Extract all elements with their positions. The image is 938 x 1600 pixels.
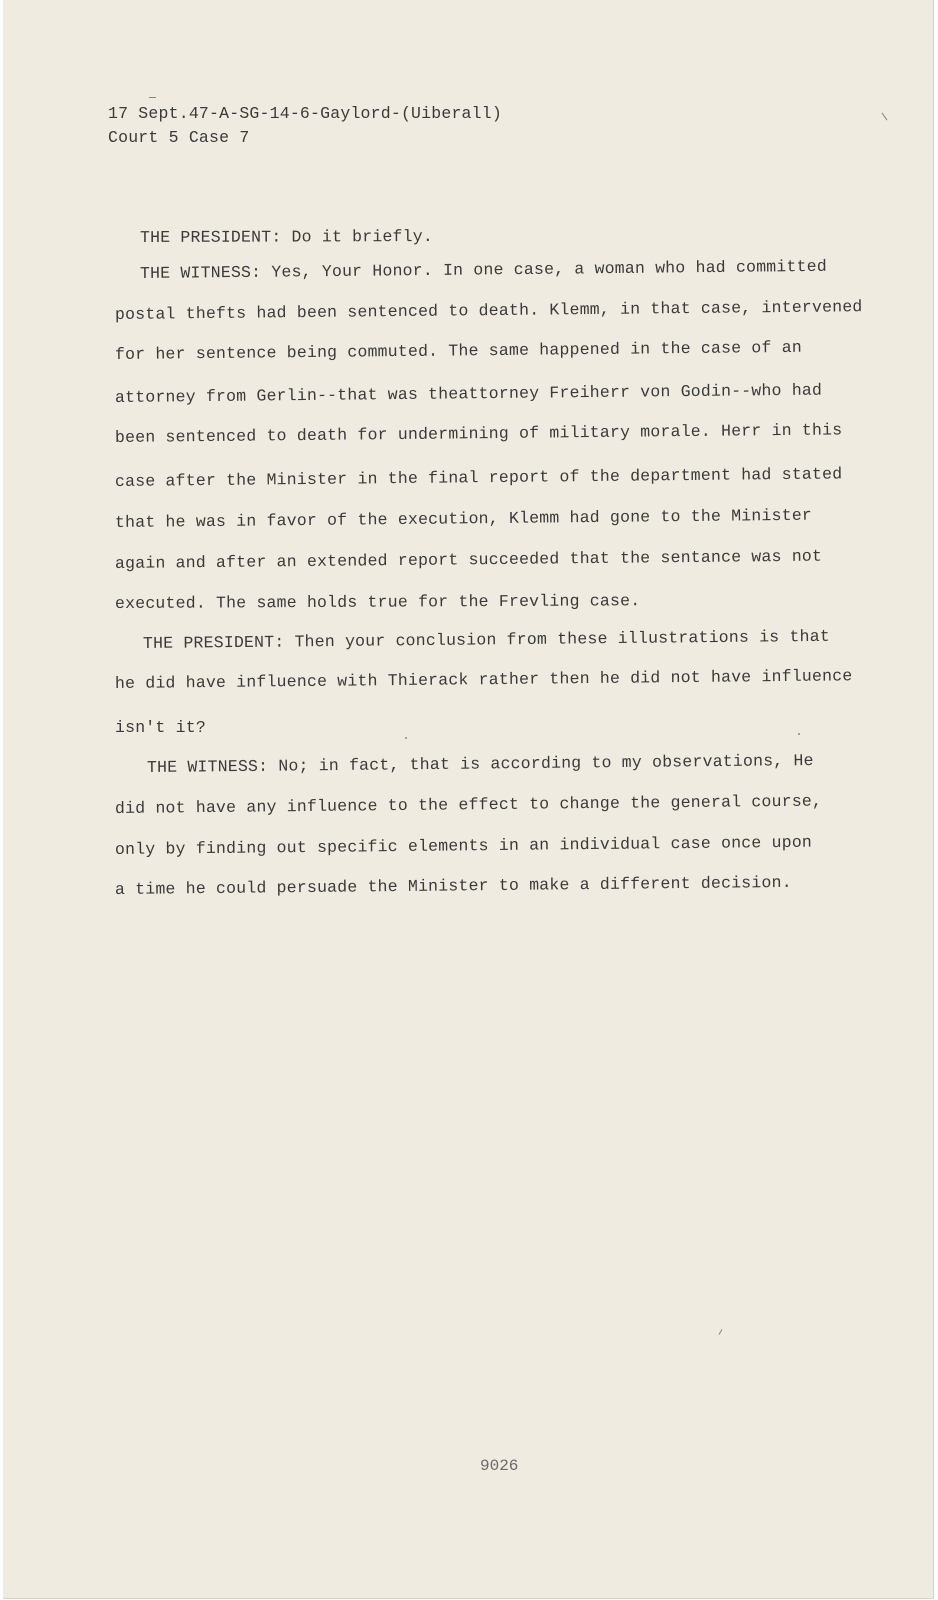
- transcript-line: again and after an extended report succeeded that the sentance was not: [114, 546, 823, 573]
- transcript-line: THE PRESIDENT: Then your conclusion from these illustrations is that: [142, 626, 830, 653]
- transcript-line: only by finding out specific elements in an individual case once upon: [114, 832, 813, 859]
- transcript-line: THE WITNESS: No; in fact, that is according to my observations, He: [146, 751, 814, 777]
- document-reference-line: 17 Sept.47-A-SG-14-6-Gaylord-(Uiberall): [108, 104, 502, 123]
- transcript-line: a time he could persuade the Minister to make a different decision.: [114, 872, 792, 899]
- transcript-line: THE PRESIDENT: Do it briefly.: [139, 226, 433, 247]
- transcript-line: postal thefts had been sentenced to death. Klemm, in that case, intervened: [114, 297, 863, 324]
- transcript-line: executed. The same holds true for the Frevling case.: [114, 591, 641, 613]
- scan-speck: [149, 97, 156, 98]
- transcript-line: for her sentence being commuted. The same happened in the case of an: [114, 337, 802, 364]
- transcript-line: isn't it?: [115, 718, 206, 737]
- scan-speck: [719, 1329, 723, 1335]
- transcript-line: he did have influence with Thierack rather then he did not have influence: [114, 666, 853, 693]
- transcript-line: did not have any influence to the effect to change the general course,: [114, 791, 823, 818]
- document-page: [3, 0, 934, 1599]
- scan-speck: [405, 737, 407, 739]
- transcript-line: attorney from Gerlin--that was theattorney Freiherr von Godin--who had: [114, 380, 823, 407]
- transcript-line: that he was in favor of the execution, Klemm had gone to the Minister: [114, 505, 813, 532]
- scan-speck: [882, 113, 888, 121]
- transcript-line: case after the Minister in the final report of the department had stated: [114, 464, 843, 491]
- transcript-line: been sentenced to death for undermining of military morale. Herr in this: [114, 420, 843, 447]
- page-number: 9026: [480, 1457, 519, 1475]
- scan-speck: [798, 733, 800, 735]
- court-case-line: Court 5 Case 7: [108, 128, 250, 147]
- transcript-line: THE WITNESS: Yes, Your Honor. In one case, a woman who had committed: [139, 256, 827, 283]
